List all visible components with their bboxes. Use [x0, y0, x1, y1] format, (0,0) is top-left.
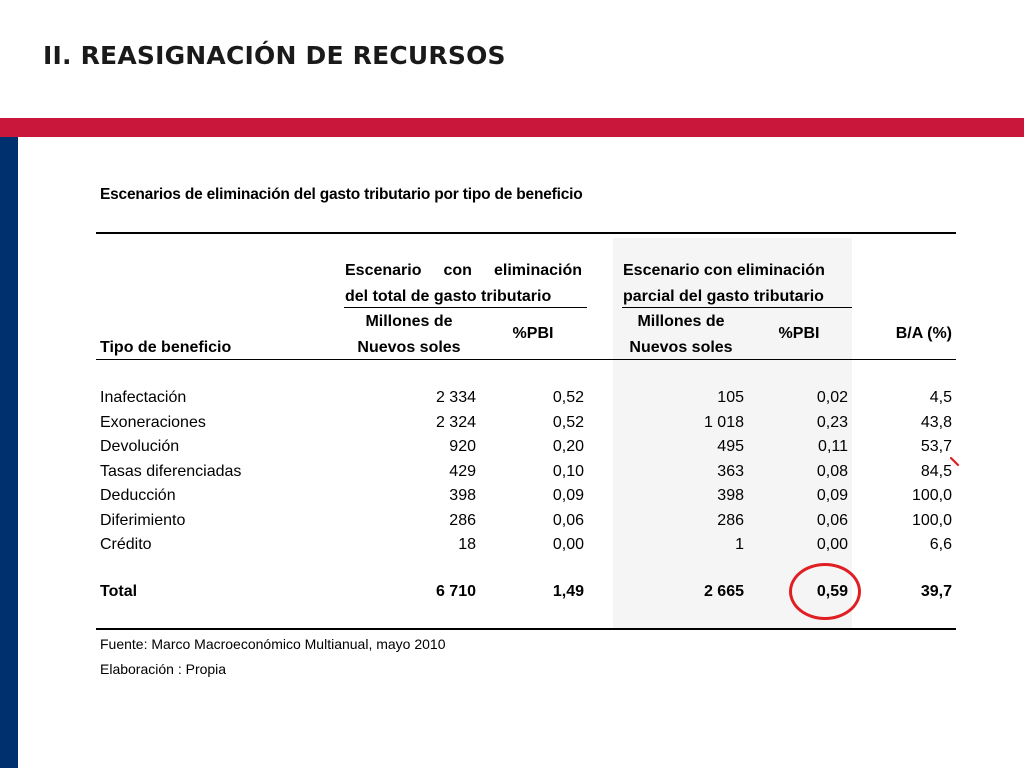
cell-b-millones: 398 [717, 487, 744, 504]
group-a-underline [344, 307, 587, 308]
row-label: Devolución [100, 438, 180, 455]
cell-a-millones: 398 [449, 487, 476, 504]
cell-ba: 53,7 [920, 438, 952, 455]
total-a-millones: 6 710 [435, 583, 476, 600]
header-b-pbi: %PBI [778, 325, 820, 342]
cell-a-millones: 18 [458, 536, 476, 553]
cell-a-millones: 2 334 [435, 389, 476, 406]
cell-a-pbi: 0,10 [552, 463, 584, 480]
total-label: Total [100, 583, 138, 600]
cell-ba: 100,0 [911, 512, 952, 529]
group-b-header-line2: parcial del gasto tributario [623, 288, 824, 305]
cell-b-pbi: 0,00 [816, 536, 848, 553]
cell-a-pbi: 0,20 [552, 438, 584, 455]
cell-b-millones: 105 [717, 389, 744, 406]
cell-ba: 43,8 [920, 414, 952, 431]
cell-b-millones: 1 [735, 536, 744, 553]
header-tipo-de-beneficio: Tipo de beneficio [100, 339, 232, 356]
blue-side-bar [0, 137, 18, 768]
cell-b-millones: 286 [717, 512, 744, 529]
cell-a-millones: 286 [449, 512, 476, 529]
header-a-pbi: %PBI [512, 325, 554, 342]
row-label: Tasas diferenciadas [100, 463, 242, 480]
elaboration-note: Elaboración : Propia [100, 661, 227, 677]
cell-a-pbi: 0,00 [552, 536, 584, 553]
row-label: Exoneraciones [100, 414, 206, 431]
group-a-header-line1: Escenario con eliminación [345, 262, 582, 279]
cell-ba: 4,5 [929, 389, 952, 406]
group-b-header-line1: Escenario con eliminación [623, 262, 825, 279]
header-a-millones-line1: Millones de [365, 313, 453, 330]
cell-b-pbi: 0,11 [818, 438, 848, 455]
table-top-rule [96, 232, 956, 234]
table-caption: Escenarios de eliminación del gasto tributario por tipo de beneficio [100, 186, 583, 203]
group-b-underline [622, 307, 852, 308]
red-tick-mark [950, 457, 960, 467]
cell-a-pbi: 0,52 [552, 389, 584, 406]
red-header-band [0, 118, 1024, 137]
slide-title: II. REASIGNACIÓN DE RECURSOS [43, 41, 506, 70]
cell-b-pbi: 0,09 [816, 487, 848, 504]
cell-ba: 84,5 [920, 463, 952, 480]
cell-a-pbi: 0,52 [552, 414, 584, 431]
row-label: Diferimiento [100, 512, 186, 529]
row-label: Crédito [100, 536, 152, 553]
cell-b-pbi: 0,06 [816, 512, 848, 529]
table-bottom-rule [96, 628, 956, 630]
cell-b-millones: 495 [717, 438, 744, 455]
cell-ba: 6,6 [929, 536, 952, 553]
cell-a-millones: 2 324 [435, 414, 476, 431]
highlight-circle [789, 563, 861, 620]
total-b-pbi: 0,59 [816, 583, 848, 600]
cell-a-pbi: 0,09 [552, 487, 584, 504]
cell-b-millones: 363 [717, 463, 744, 480]
header-a-millones-line2: Nuevos soles [357, 339, 461, 356]
cell-a-millones: 429 [449, 463, 476, 480]
cell-b-pbi: 0,02 [816, 389, 848, 406]
cell-a-millones: 920 [449, 438, 476, 455]
row-label: Inafectación [100, 389, 187, 406]
header-b-millones-line1: Millones de [637, 313, 725, 330]
header-bottom-rule [96, 359, 956, 360]
cell-b-pbi: 0,08 [816, 463, 848, 480]
cell-ba: 100,0 [911, 487, 952, 504]
header-ba-percent: B/A (%) [895, 325, 952, 342]
header-b-millones-line2: Nuevos soles [629, 339, 733, 356]
group-a-header-line2: del total de gasto tributario [345, 288, 552, 305]
source-note: Fuente: Marco Macroeconómico Multianual, mayo 2010 [100, 636, 446, 652]
cell-b-millones: 1 018 [703, 414, 744, 431]
total-b-millones: 2 665 [703, 583, 744, 600]
total-a-pbi: 1,49 [552, 583, 584, 600]
total-ba: 39,7 [920, 583, 952, 600]
cell-a-pbi: 0,06 [552, 512, 584, 529]
row-label: Deducción [100, 487, 176, 504]
cell-b-pbi: 0,23 [816, 414, 848, 431]
